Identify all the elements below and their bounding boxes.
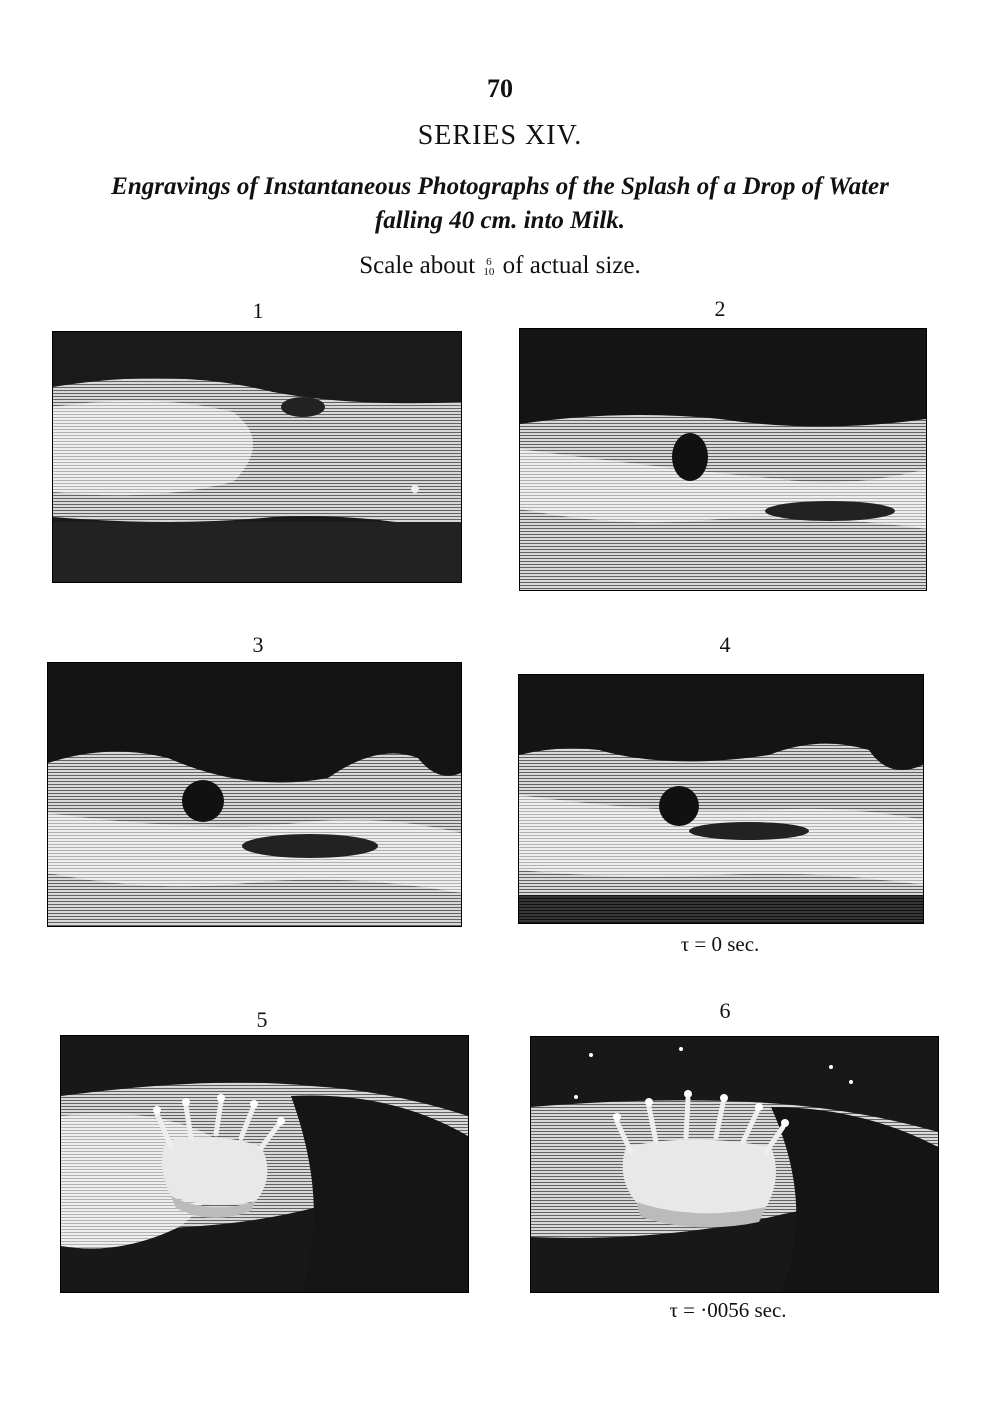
- figure-5-photo: [60, 1035, 469, 1293]
- figure-2-photo: [519, 328, 927, 591]
- series-title: SERIES XIV.: [417, 120, 583, 151]
- scale-prefix: Scale about: [359, 252, 476, 279]
- figure-3-number: 3: [252, 632, 264, 657]
- subtitle-line-1: Engravings of Instantaneous Photographs of the Splash of a Drop of Water: [111, 173, 889, 200]
- subtitle: [40, 170, 960, 238]
- figure-4-photo: [518, 674, 924, 924]
- figure-4-number: 4: [719, 632, 731, 657]
- scale-fraction-denominator: 10: [483, 266, 495, 279]
- figure-3-photo: [47, 662, 462, 927]
- scale-suffix: of actual size.: [502, 252, 641, 279]
- figure-4-caption: τ = 0 sec.: [680, 932, 760, 956]
- page-number: 70: [487, 74, 513, 103]
- figure-6-photo: [530, 1036, 939, 1293]
- figure-2-number: 2: [714, 296, 726, 321]
- figure-6-number: 6: [719, 998, 731, 1023]
- figure-1-photo: [52, 331, 462, 583]
- figure-1-number: 1: [252, 298, 264, 323]
- figure-5-number: 5: [256, 1007, 268, 1032]
- scale-fraction-numerator: 6: [486, 256, 492, 269]
- scale-fraction: [483, 257, 494, 277]
- figure-6-caption: τ = ·0056 sec.: [669, 1298, 787, 1322]
- scale-note: [0, 252, 1000, 280]
- subtitle-line-2: falling 40 cm. into Milk.: [374, 207, 626, 234]
